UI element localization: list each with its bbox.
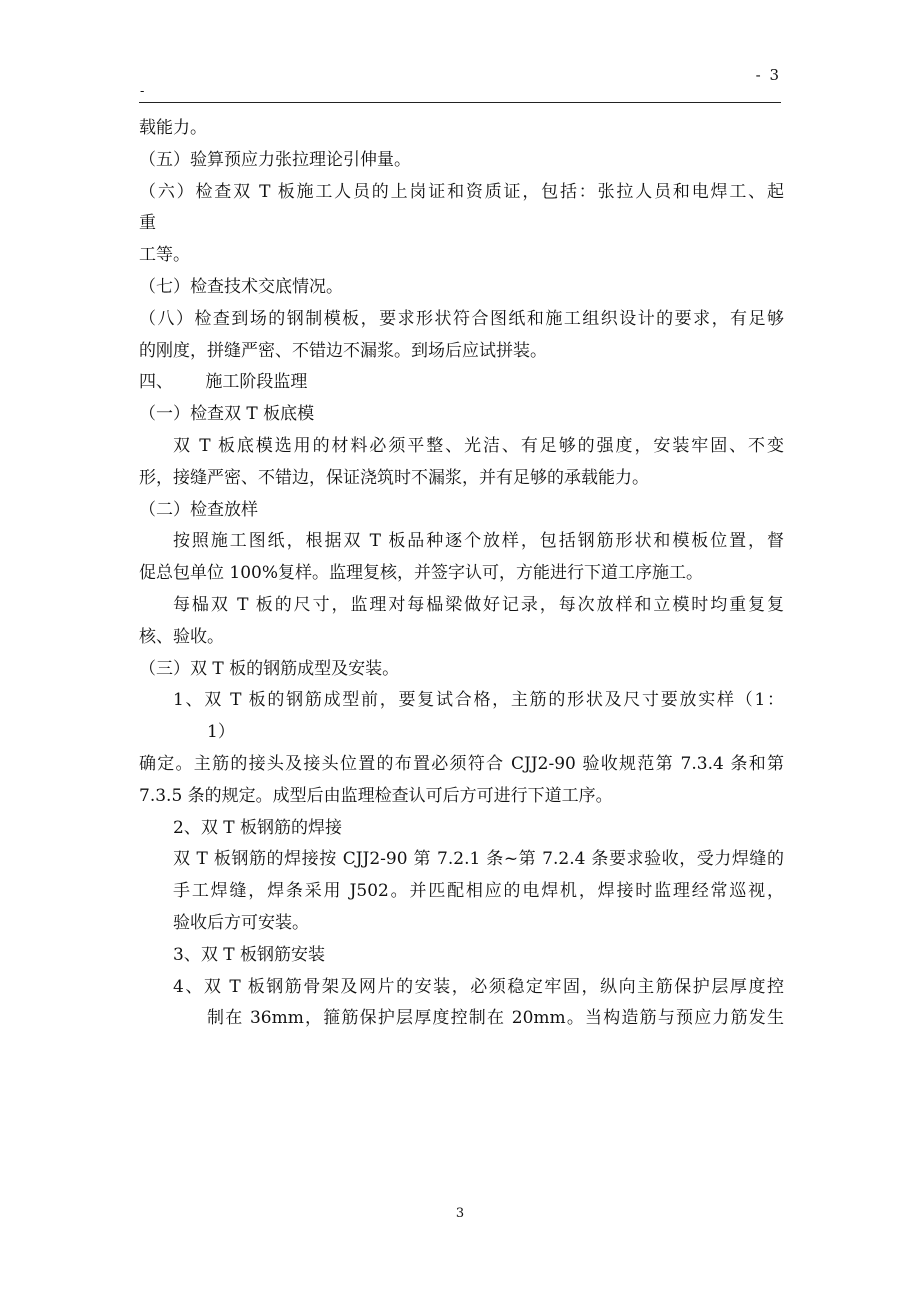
text-line: 核、验收。 [139,626,224,647]
text-line: 7.3.5 条的规定。成型后由监理检查认可后方可进行下道工序。 [139,785,613,806]
text-line: 每榀双 T 板的尺寸，监理对每榀梁做好记录，每次放样和立模时均重复复 [173,594,784,615]
text-line: 制在 36mm，箍筋保护层厚度控制在 20mm。当构造筋与预应力筋发生 [207,1008,784,1029]
subsection-heading: （一）检查双 T 板底模 [139,404,315,425]
header-page-mark: - 3 [755,66,781,84]
document-body [139,113,784,1035]
text-line: 促总包单位 100%复样。监理复核，并签字认可，方能进行下道工序施工。 [139,563,704,584]
text-line: （八）检查到场的钢制模板，要求形状符合图纸和施工组织设计的要求，有足够 [139,308,784,329]
text-line: 工等。 [139,245,190,266]
text-line: 4、双 T 板钢筋骨架及网片的安装，必须稳定牢固，纵向主筋保护层厚度控 [173,976,784,997]
text-line: 重 [139,213,156,234]
text-line: 双 T 板底模选用的材料必须平整、光洁、有足够的强度，安装牢固、不变 [173,435,784,456]
text-line: 按照施工图纸，根据双 T 板品种逐个放样，包括钢筋形状和模板位置，督 [173,531,784,552]
text-line: 1） [207,722,235,743]
text-line: 双 T 板钢筋的焊接按 CJJ2-90 第 7.2.1 条~第 7.2.4 条要求验收，受力焊缝的 [173,849,784,870]
text-line: 3、双 T 板钢筋安装 [173,944,325,965]
header-rule [139,102,781,103]
text-line: 验收后方可安装。 [173,912,309,933]
header-left-mark: - [140,84,145,99]
text-line: （五）验算预应力张拉理论引伸量。 [139,149,411,170]
text-line: 确定。主筋的接头及接头位置的布置必须符合 CJJ2-90 验收规范第 7.3.4 条和第 [139,753,784,774]
text-line: 2、双 T 板钢筋的焊接 [173,817,342,838]
subsection-heading: （三）双 T 板的钢筋成型及安装。 [139,658,400,679]
text-line: 的刚度，拼缝严密、不错边不漏浆。到场后应试拼装。 [139,340,547,361]
text-line: （七）检查技术交底情况。 [139,276,343,297]
text-line: （六）检查双 T 板施工人员的上岗证和资质证，包括：张拉人员和电焊工、起 [139,181,784,202]
page-number: 3 [455,1206,465,1221]
text-line: 载能力。 [139,118,207,138]
subsection-heading: （二）检查放样 [139,499,258,520]
section-heading: 四、 施工阶段监理 [139,372,308,393]
text-line: 1、双 T 板的钢筋成型前，要复试合格，主筋的形状及尺寸要放实样（1： [173,690,784,711]
text-line: 形，接缝严密、不错边，保证浇筑时不漏浆，并有足够的承载能力。 [139,467,649,488]
text-line: 手工焊缝，焊条采用 J502。并匹配相应的电焊机，焊接时监理经常巡视， [173,881,784,902]
